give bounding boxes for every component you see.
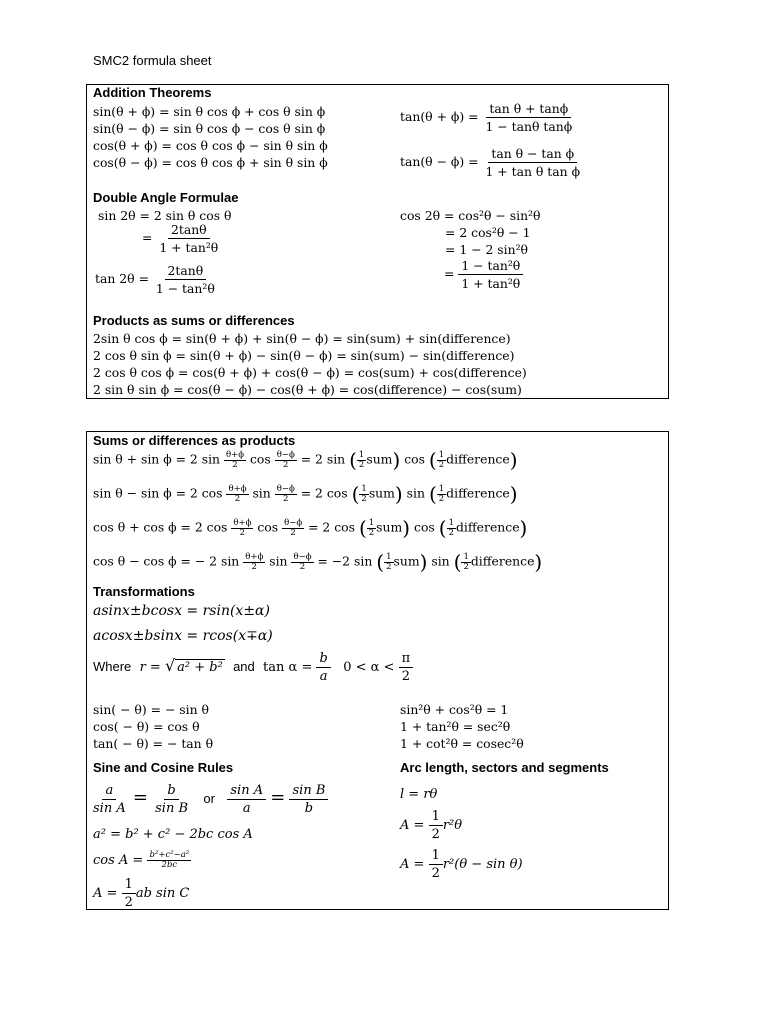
- transformation-where: Where r = √ a² + b² and tan α = $\frac{b}{a}$ 0 < α < $\frac{\pi}{2}$: [93, 651, 413, 684]
- sine-rule-sinB: sin B: [155, 801, 188, 816]
- row2-f2: sin: [252, 485, 271, 501]
- one-num: 1: [358, 449, 365, 460]
- sine-rule-sinB-num: sin B: [289, 783, 328, 800]
- tan-alpha-den: a: [319, 669, 328, 684]
- cos2-line-1: cos 2θ = cos²θ − sin²θ: [400, 208, 541, 223]
- addition-line-2: sin(θ − ϕ) = sin θ cos ϕ − cos θ sin ϕ: [93, 121, 326, 136]
- heading-addition-theorems: Addition Theorems: [93, 85, 212, 100]
- pythagorean-identity-1: sin²θ + cos²θ = 1: [400, 702, 509, 717]
- sine-rule-b: b: [164, 783, 178, 800]
- row4-f2: sin: [269, 553, 288, 569]
- sector-rhs: r²θ: [442, 818, 463, 833]
- where-label: Where: [93, 659, 132, 674]
- heading-sine-cosine-rules: Sine and Cosine Rules: [93, 760, 234, 775]
- tan2-formula: [95, 263, 218, 296]
- two-den: 2: [361, 493, 367, 504]
- diff-word: difference: [455, 519, 520, 535]
- row1-lhs: sin θ + sin ϕ = 2 sin: [93, 451, 221, 467]
- segment-lhs: A =: [400, 857, 425, 872]
- tan-sum-lhs: tan(θ + ϕ) =: [400, 109, 479, 124]
- tan-sum-formula: [400, 101, 575, 134]
- sum-product-row-4: cos θ − cos ϕ = − 2 sin $\frac{\theta+\phi}{2}$ sin $\frac{\theta-\phi}{2}$ = −2 sin ( $\frac{1}{2}$ sum) sin ( $\frac{1}{2}$ difference): [93, 550, 543, 574]
- row4-lhs: cos θ − cos ϕ = − 2 sin: [93, 553, 240, 569]
- negative-sin: sin( − θ) = − sin θ: [93, 702, 209, 717]
- tan-diff-numerator: tan θ − tan ϕ: [488, 146, 577, 163]
- two-den: 2: [401, 669, 410, 684]
- arc-length-formula: l = rθ: [400, 787, 438, 802]
- sum-word: sum: [393, 553, 420, 569]
- tan-alpha-lhs: tan α =: [263, 660, 313, 675]
- sector-num: 1: [429, 809, 443, 826]
- half-diff-den: 2: [283, 459, 289, 470]
- area-lhs: A =: [93, 886, 118, 901]
- sin2-alt-numerator: 2tanθ: [168, 222, 210, 239]
- negative-tan: tan( − θ) = − tan θ: [93, 736, 214, 751]
- row3-t2: cos: [414, 519, 435, 535]
- addition-line-1: sin(θ + ϕ) = sin θ cos ϕ + cos θ sin ϕ: [93, 104, 326, 119]
- cos-a-formula: [93, 851, 191, 870]
- or-label: or: [203, 791, 215, 806]
- area-num: 1: [122, 877, 136, 894]
- row4-t2: sin: [431, 553, 450, 569]
- one-num: 1: [361, 483, 367, 494]
- product-line-2: 2 cos θ sin ϕ = sin(θ + ϕ) − sin(θ − ϕ) = sin(sum) − sin(difference): [93, 348, 515, 363]
- sum-product-row-1: sin θ + sin ϕ = 2 sin $\frac{\theta+\phi}{2}$ cos $\frac{\theta-\phi}{2}$ = 2 sin ( $\frac{1}{2}$ sum) cos ( $\frac{1}{2}$ difference): [93, 448, 518, 472]
- r-radicand: a² + b²: [177, 660, 223, 675]
- row4-mid: = −2 sin: [317, 553, 373, 569]
- tan-sum-fraction: [482, 101, 575, 134]
- sum-word: sum: [376, 519, 403, 535]
- sin2-alt-fraction: [156, 222, 221, 255]
- tan-sum-numerator: tan θ + tanϕ: [486, 101, 571, 118]
- sine-rule-b-den: b: [304, 801, 314, 816]
- tan2-numerator: 2tanθ: [165, 263, 207, 280]
- diff-word: difference: [470, 553, 535, 569]
- heading-transformations: Transformations: [93, 584, 195, 599]
- half-sum-num: θ+ϕ: [245, 551, 264, 562]
- one-num: 1: [386, 551, 392, 562]
- two-den: 2: [368, 527, 375, 538]
- sin2-formula: sin 2θ = 2 sin θ cos θ: [98, 208, 232, 223]
- half-diff-fraction: [275, 451, 297, 470]
- one-num: 1: [368, 517, 375, 528]
- half-sum-den: 2: [234, 493, 241, 504]
- page-title: SMC2 formula sheet: [93, 53, 212, 68]
- transformation-line-2: acosx±bsinx = rcos(x∓α): [93, 628, 273, 644]
- half-diff-den: 2: [283, 493, 289, 504]
- triangle-area-formula: [93, 877, 189, 910]
- alpha-range-fraction: [399, 651, 414, 684]
- product-line-3: 2 cos θ cos ϕ = cos(θ + ϕ) + cos(θ − ϕ) = cos(sum) + cos(difference): [93, 365, 527, 380]
- one-num: 1: [438, 483, 445, 494]
- cos2-fraction-formula: [444, 258, 523, 291]
- one-num: 1: [438, 449, 445, 460]
- transformation-line-1: asinx±bcosx = rsin(x±α): [93, 603, 270, 619]
- row1-mid: = 2 sin: [300, 451, 346, 467]
- half-sum-den: 2: [251, 561, 257, 572]
- sum-product-row-3: cos θ + cos ϕ = 2 cos $\frac{\theta+\phi}{2}$ cos $\frac{\theta-\phi}{2}$ = 2 cos ( $\frac{1}{2}$ sum) cos ( $\frac{1}{2}$ difference): [93, 516, 528, 540]
- pythagorean-identity-3: 1 + cot²θ = cosec²θ: [400, 736, 524, 751]
- sine-rule-sinA: sin A: [93, 801, 126, 816]
- half-diff-num: θ−ϕ: [284, 517, 303, 528]
- two-den: 2: [358, 459, 365, 470]
- sine-rule-sinA-num: sin A: [227, 783, 266, 800]
- half-sum-fraction: [224, 451, 246, 470]
- heading-arc-length: Arc length, sectors and segments: [400, 760, 609, 775]
- row1-f2: cos: [249, 451, 271, 467]
- segment-rhs: r²(θ − sin θ): [442, 857, 523, 872]
- two-den: 2: [448, 527, 454, 538]
- segment-num: 1: [429, 848, 443, 865]
- segment-den: 2: [431, 866, 440, 881]
- row2-lhs: sin θ − sin ϕ = 2 cos: [93, 485, 223, 501]
- tan-diff-formula: [400, 146, 583, 179]
- diff-word: difference: [446, 451, 510, 467]
- diff-word: difference: [446, 485, 510, 501]
- sector-lhs: A =: [400, 818, 425, 833]
- tan-diff-denominator: 1 + tan θ tan ϕ: [485, 164, 581, 179]
- row3-mid: = 2 cos: [308, 519, 355, 535]
- tan-sum-denominator: 1 − tanθ tanϕ: [485, 119, 573, 134]
- product-line-4: 2 sin θ sin ϕ = cos(θ − ϕ) − cos(θ + ϕ) = cos(difference) − cos(sum): [93, 382, 522, 397]
- cos2-line-3: = 1 − 2 sin²θ: [445, 242, 529, 257]
- product-line-1: 2sin θ cos ϕ = sin(θ + ϕ) + sin(θ − ϕ) = sin(sum) + sin(difference): [93, 331, 511, 346]
- area-den: 2: [124, 895, 133, 910]
- cos-a-num: b²+c²−a²: [149, 850, 190, 860]
- half-sum-num: θ+ϕ: [228, 483, 247, 494]
- heading-double-angle: Double Angle Formulae: [93, 190, 239, 205]
- sine-rule-a-den: a: [242, 801, 251, 816]
- cos-a-den: 2bc: [161, 860, 178, 870]
- heading-products: Products as sums or differences: [93, 313, 295, 328]
- half-diff-num: θ−ϕ: [276, 449, 295, 460]
- half-diff-num: θ−ϕ: [293, 551, 312, 562]
- half-sum-den: 2: [232, 459, 238, 470]
- sum-word: sum: [366, 451, 393, 467]
- cos2-frac-denominator: 1 + tan²θ: [461, 276, 521, 291]
- sine-rule-a: a: [102, 783, 116, 800]
- r-equals: r =: [139, 660, 161, 675]
- two-den: 2: [386, 561, 392, 572]
- two-den: 2: [438, 493, 445, 504]
- row3-lhs: cos θ + cos ϕ = 2 cos: [93, 519, 228, 535]
- row2-mid: = 2 cos: [300, 485, 348, 501]
- sin2-alt-denominator: 1 + tan²θ: [159, 240, 219, 255]
- cos-a-lhs: cos A =: [93, 853, 144, 868]
- tan2-fraction: [153, 263, 218, 296]
- two-den: 2: [438, 459, 445, 470]
- cos2-fraction: [458, 258, 523, 291]
- tan2-lhs: tan 2θ =: [95, 271, 149, 286]
- sin2-alt-lhs: =: [142, 230, 153, 245]
- two-den: 2: [463, 561, 469, 572]
- heading-sums-products: Sums or differences as products: [93, 433, 296, 448]
- sin2-alt-formula: [142, 222, 221, 255]
- tan-alpha-num: b: [316, 651, 330, 668]
- cosine-rule: a² = b² + c² − 2bc cos A: [93, 827, 253, 842]
- half-sum-den: 2: [239, 527, 246, 538]
- and-label: and: [233, 659, 255, 674]
- row2-t2: sin: [406, 485, 425, 501]
- tan-diff-lhs: tan(θ − ϕ) =: [400, 154, 479, 169]
- half-sum-num: θ+ϕ: [225, 449, 245, 460]
- one-num: 1: [448, 517, 454, 528]
- tan-alpha-fraction: [316, 651, 330, 684]
- pythagorean-identity-2: 1 + tan²θ = sec²θ: [400, 719, 511, 734]
- addition-line-3: cos(θ + ϕ) = cos θ cos ϕ − sin θ sin ϕ: [93, 138, 328, 153]
- half-sum-num: θ+ϕ: [233, 517, 252, 528]
- sum-product-row-2: sin θ − sin ϕ = 2 cos $\frac{\theta+\phi}{2}$ sin $\frac{\theta-\phi}{2}$ = 2 cos ( $\frac{1}{2}$ sum) sin ( $\frac{1}{2}$ difference): [93, 482, 518, 506]
- pi-num: π: [399, 651, 414, 668]
- half-diff-num: θ−ϕ: [276, 483, 295, 494]
- sector-area-formula: [400, 809, 462, 842]
- sum-word: sum: [368, 485, 395, 501]
- addition-line-4: cos(θ − ϕ) = cos θ cos ϕ + sin θ sin ϕ: [93, 155, 328, 170]
- cos2-line-2: = 2 cos²θ − 1: [445, 225, 531, 240]
- area-rhs: ab sin C: [135, 886, 190, 901]
- cos2-frac-numerator: 1 − tan²θ: [458, 258, 523, 275]
- sine-rule: $\frac{a}{\text{sin A}}$ = $\frac{b}{\text{sin B}}$ or $\frac{\text{sin A}}{a}$ = $\frac{\text{sin B}}{b}$: [90, 783, 328, 816]
- segment-area-formula: [400, 848, 523, 881]
- row1-t2: cos: [404, 451, 425, 467]
- half-diff-den: 2: [299, 561, 306, 572]
- half-diff-den: 2: [290, 527, 296, 538]
- row3-f2: cos: [257, 519, 279, 535]
- cos2-frac-lhs: =: [444, 266, 455, 281]
- one-num: 1: [463, 551, 469, 562]
- tan2-denominator: 1 − tan²θ: [155, 281, 215, 296]
- sector-den: 2: [431, 827, 440, 842]
- alpha-range-lhs: 0 < α <: [343, 660, 395, 675]
- negative-cos: cos( − θ) = cos θ: [93, 719, 200, 734]
- tan-diff-fraction: [482, 146, 583, 179]
